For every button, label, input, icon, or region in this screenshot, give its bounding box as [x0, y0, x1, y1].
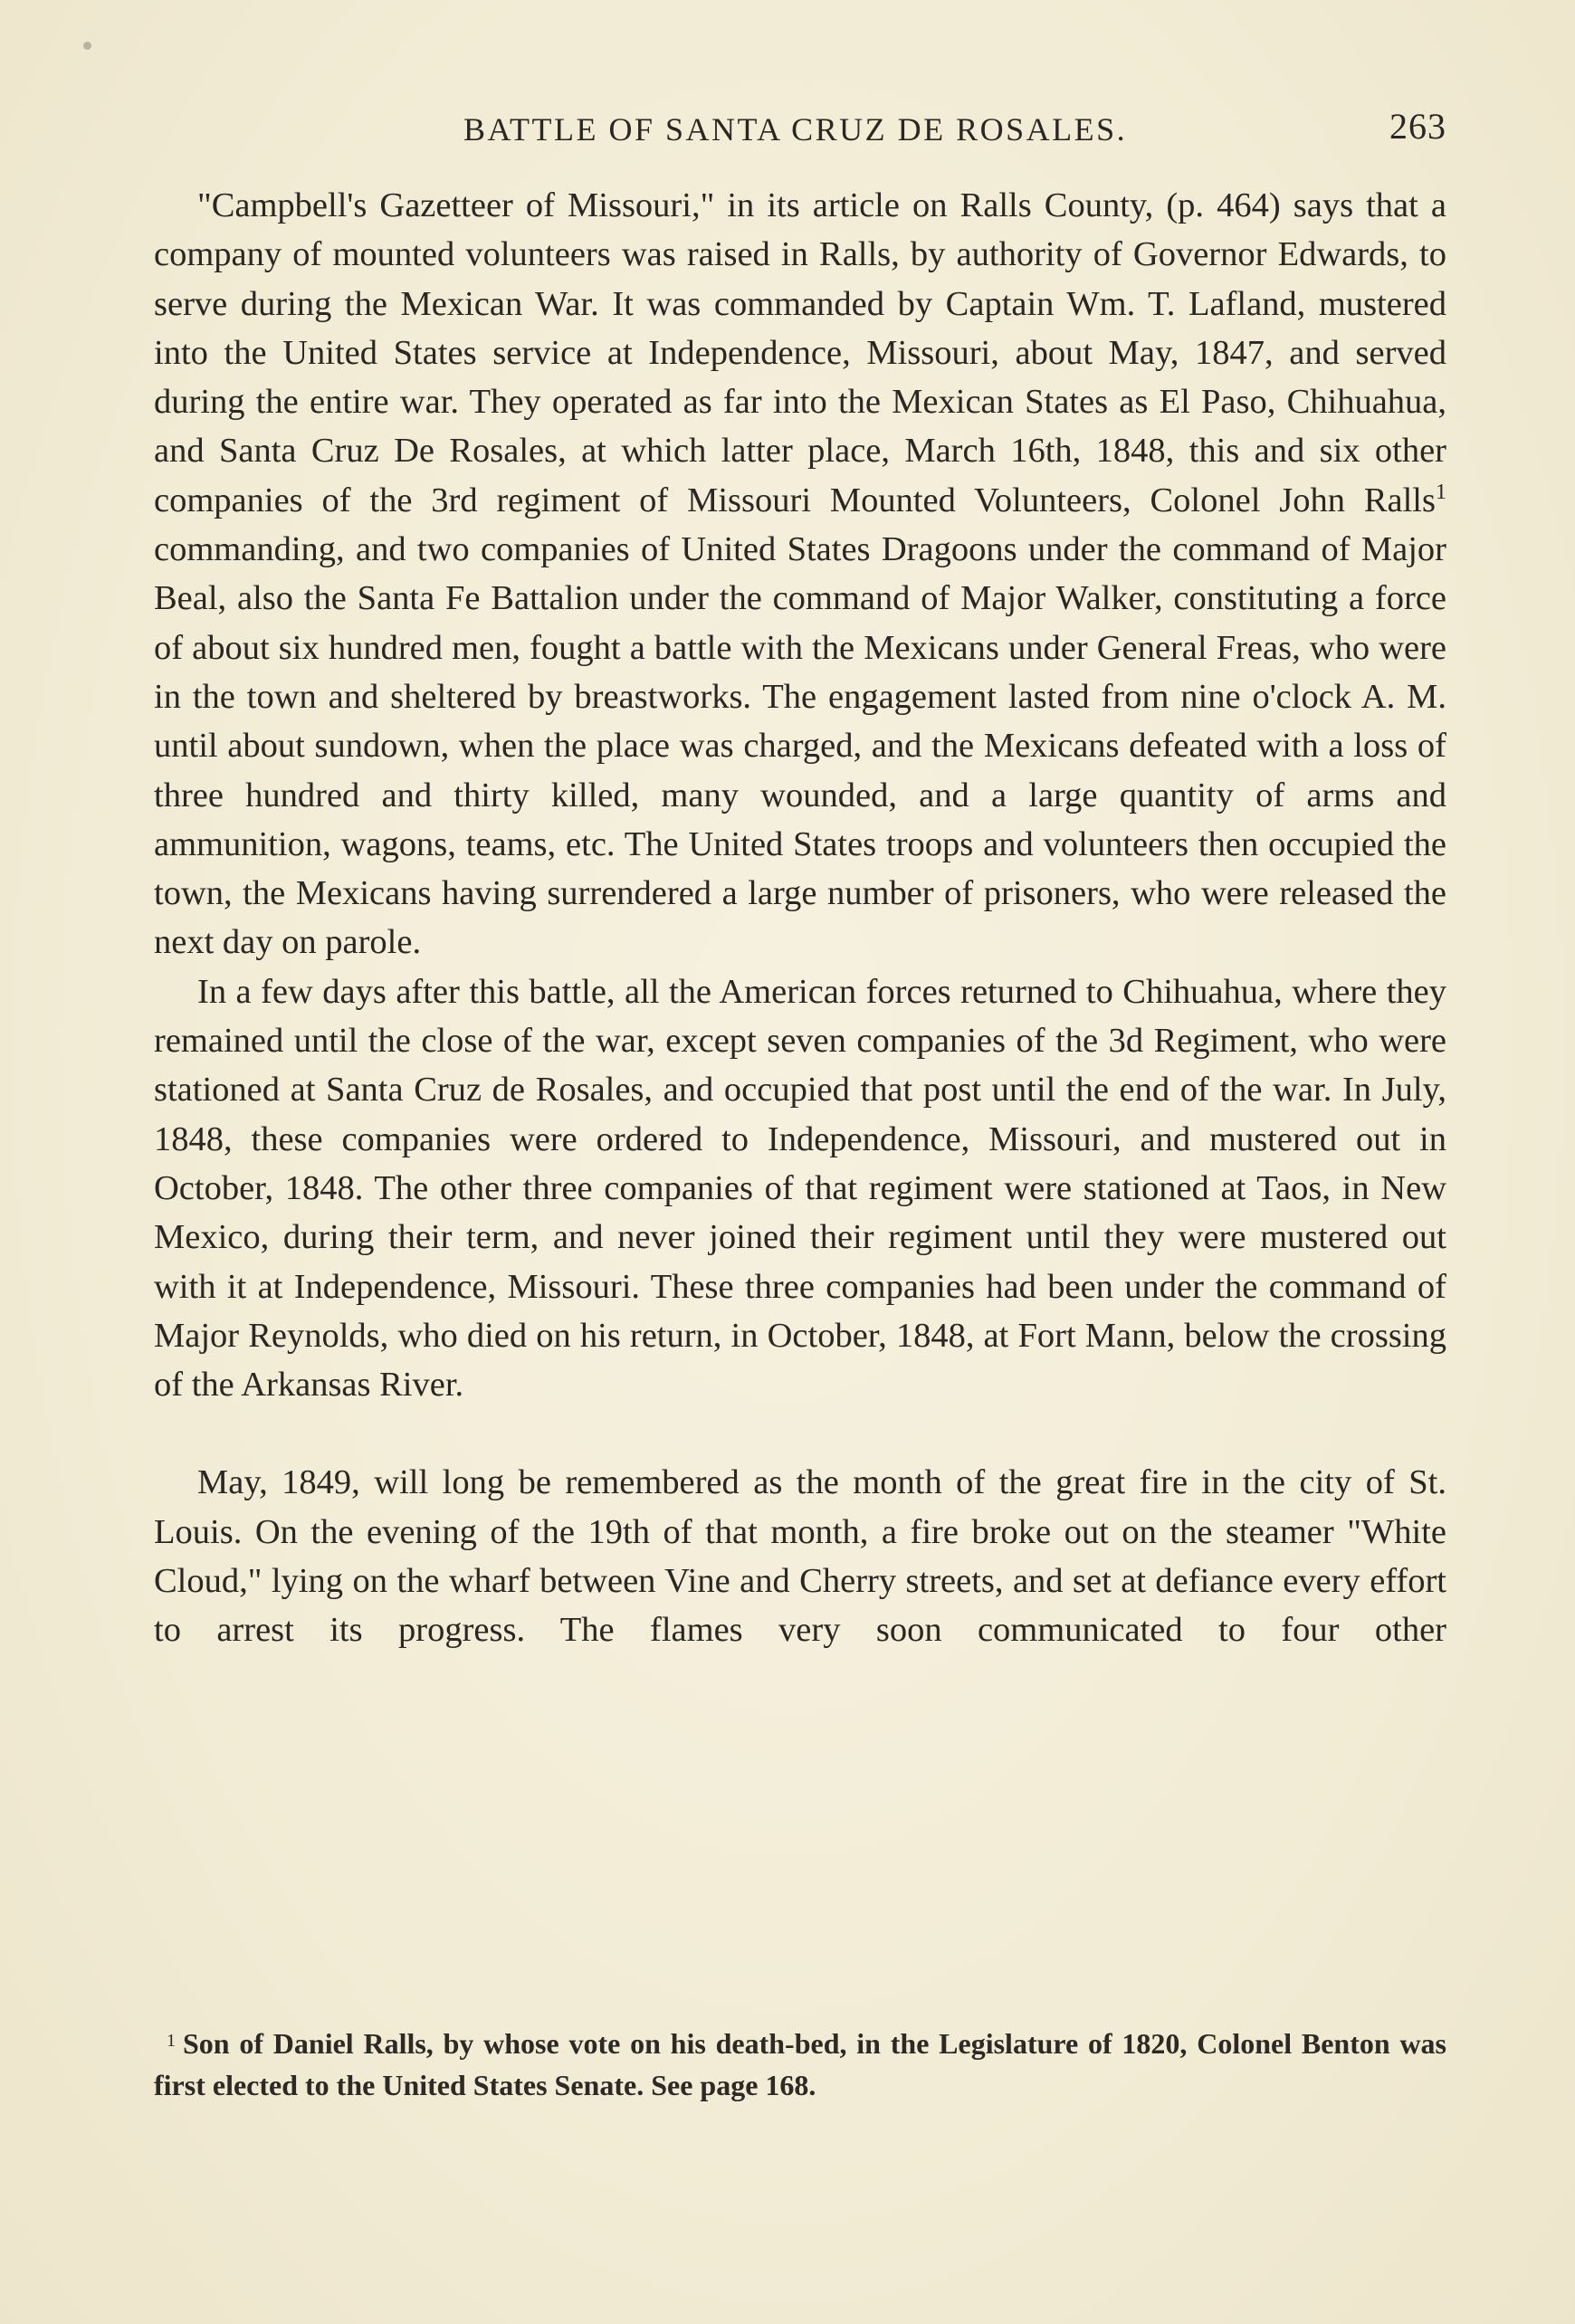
paragraph-return-chihuahua: In a few days after this battle, all the American forces returned to Chihuahua, where they remained until the close of the war, except seven companies of the 3d Regiment, who were stationed at Santa Cruz de Rosales, and occupied that post until the end of the war. In July, 1848, these companies were ordered to Independence, Missouri, and mustered out in October, 1848. The other three companies of that regiment were stationed at Taos, in New Mexico, during their term, and never joined their regiment until they were mustered out with it at Independence, Missouri. These three companies had been under the command of Major Reynolds, who died on his return, in October, 1848, at Fort Mann, below the crossing of the Arkansas River. — [154, 972, 1446, 1405]
footnotes — [154, 2020, 1446, 2106]
page-number: 263 — [1389, 106, 1446, 147]
body-text — [154, 181, 1446, 1655]
running-title: BATTLE OF SANTA CRUZ DE ROSALES. — [463, 111, 1128, 148]
paragraph-great-fire: May, 1849, will long be remembered as the month of the great fire in the city of St. Louis. On the evening of the 19th of that month, a fire broke out on the steamer "White Cloud," lying on the wharf between Vine and Cherry streets, and set at defiance every effort to arrest its progress. The flames very soon communicated to four other — [154, 1463, 1446, 1650]
footnote-marker: 1 — [167, 2031, 176, 2051]
paper-speck — [83, 42, 91, 50]
paragraph-text-part2: commanding, and two companies of United States Dragoons under the command of Major Beal, also the Santa Fe Battalion under the command of Major Walker, constituting a force of about six hundred men, fought a battle with the Mexicans under General Freas, who were in the town and sheltered by breastworks. The engagement lasted from nine o'clock A. M. until about sundown, when the place was charged, and the Mexicans defeated with a loss of three hundred and thirty killed, many wounded, and a large quantity of arms and ammunition, wagons, teams, etc. The United States troops and volunteers then occupied the town, the Mexicans having surrendered a large number of prisoners, who were released the next day on parole. — [154, 530, 1446, 962]
page-header — [425, 101, 1446, 156]
footnote-1 — [154, 2020, 1446, 2106]
paragraph-text-part1: "Campbell's Gazetteer of Missouri," in its article on Ralls County, (p. 464) says that a company of mounted volunteers was raised in Ralls, by authority of Governor Edwards, to serve during the Mexican War. It was commanded by Captain Wm. T. Lafland, mustered into the United States service at Independence, Missouri, about May, 1847, and served during the entire war. They operated as far into the Mexican States as El Paso, Chihuahua, and Santa Cruz De Rosales, at which latter place, March 16th, 1848, this and six other companies of the 3rd regiment of Missouri Mounted Volunteers, Colonel John Ralls — [154, 186, 1446, 519]
paragraph-ralls-company — [154, 181, 1446, 967]
footnote-text: Son of Daniel Ralls, by whose vote on his death-bed, in the Legislature of 1820, Colonel Benton was first elected to the United States Senate. See page 168. — [154, 2027, 1446, 2101]
section-break — [154, 1409, 1446, 1458]
footnote-reference: 1 — [1436, 480, 1446, 504]
